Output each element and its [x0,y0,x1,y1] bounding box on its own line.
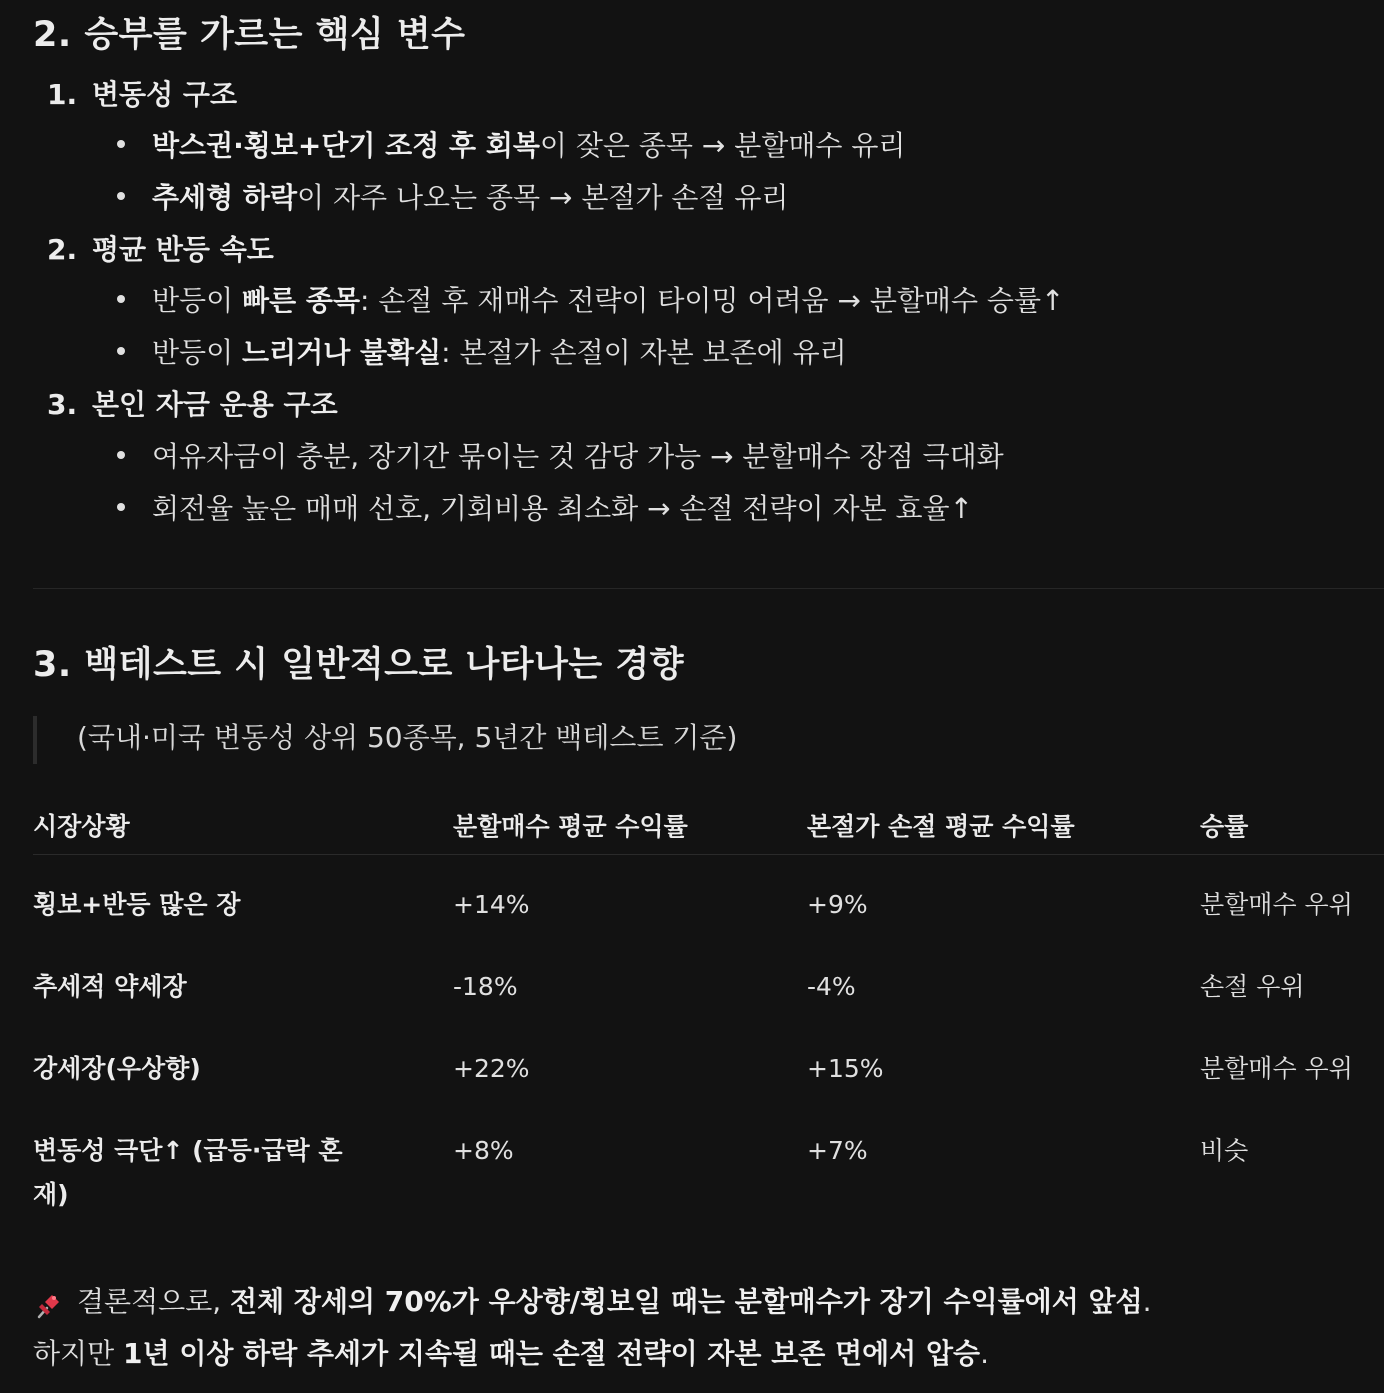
table-cell: 변동성 극단↑ (급등·급락 혼재) [33,1136,343,1209]
conclusion-text: . [1142,1285,1152,1318]
bullet-dot-icon [117,192,125,200]
table-cell: 강세장(우상향) [33,1054,201,1083]
table-cell: 횡보+반등 많은 장 [33,890,241,919]
conclusion-line-1 [33,1276,1152,1328]
bold-text: 1년 이상 하락 추세가 지속될 때는 손절 전략이 자본 보존 면에서 압승 [123,1337,981,1370]
list-item-rebound-speed [47,233,274,266]
table-row [33,937,1384,1019]
bullet-dot-icon [117,347,125,355]
bullet-item [117,284,1065,317]
bullet-text: 이 자주 나오는 종목 → 본절가 손절 유리 [297,181,789,214]
column-header-split-buy: 분할매수 평균 수익률 [453,796,807,855]
section-heading-backtest: 3. 백테스트 시 일반적으로 나타나는 경향 [33,645,685,685]
bullet-item [117,440,1004,473]
table-cell: 추세적 약세장 [33,972,187,1001]
bullet-text: 이 잦은 종목 → 분할매수 유리 [539,129,906,162]
table-row [33,1101,1384,1217]
table-cell: +15% [807,1054,884,1083]
bullet-item [117,492,974,525]
column-header-stop-loss: 본절가 손절 평균 수익률 [807,796,1200,855]
bullet-text: 반등이 [152,284,243,317]
bullet-text: 반등이 [152,336,243,369]
conclusion-line-2 [33,1328,1152,1380]
conclusion-paragraph [33,1276,1152,1380]
bold-text: 빠른 종목 [242,284,360,317]
list-number: 1. [47,78,78,111]
column-header-winrate: 승률 [1200,796,1384,855]
bullet-text: : 손절 후 재매수 전략이 타이밍 어려움 → 분할매수 승률↑ [360,284,1065,317]
bullet-item [117,181,789,214]
bullet-item [117,336,847,369]
backtest-table [33,796,1384,1217]
conclusion-text: 하지만 [33,1337,124,1370]
table-cell: +9% [807,890,868,919]
table-cell: +22% [453,1054,530,1083]
bullet-item [117,129,906,162]
conclusion-text: 결론적으로, [77,1285,231,1318]
bold-text: 느리거나 불확실 [242,336,442,369]
section-heading-variables: 2. 승부를 가르는 핵심 변수 [33,15,466,55]
table-cell: -18% [453,972,518,1001]
list-item-label: 평균 반등 속도 [92,233,274,266]
column-header-market: 시장상황 [33,796,453,855]
table-cell: 손절 우위 [1200,972,1305,1001]
bold-text: 박스권·횡보+단기 조정 후 회복 [152,129,540,162]
list-item-label: 본인 자금 운용 구조 [92,388,338,421]
bullet-dot-icon [117,140,125,148]
table-cell: 비슷 [1200,1136,1249,1165]
list-number: 2. [47,233,78,266]
bullet-text: : 본절가 손절이 자본 보존에 유리 [441,336,847,369]
section-divider [33,588,1384,589]
bullet-dot-icon [117,451,125,459]
table-cell: +8% [453,1136,514,1165]
bullet-text: 여유자금이 충분, 장기간 묶이는 것 감당 가능 → 분할매수 장점 극대화 [152,440,1004,473]
bullet-text: 회전율 높은 매매 선호, 기회비용 최소화 → 손절 전략이 자본 효율↑ [152,492,974,525]
bold-text: 추세형 하락 [152,181,297,214]
table-row [33,1019,1384,1101]
bullet-dot-icon [117,503,125,511]
list-item-volatility [47,78,237,111]
list-number: 3. [47,388,78,421]
table-cell: +7% [807,1136,868,1165]
table-header-row [33,796,1384,855]
conclusion-text: . [980,1337,989,1370]
bold-text: 전체 장세의 70%가 우상향/횡보일 때는 분할매수가 장기 수익률에서 앞섬 [230,1285,1143,1318]
bullet-dot-icon [117,295,125,303]
pushpin-icon [33,1286,63,1316]
table-cell: 분할매수 우위 [1200,1054,1353,1083]
list-item-capital-structure [47,388,338,421]
list-item-label: 변동성 구조 [92,78,237,111]
blockquote: (국내·미국 변동성 상위 50종목, 5년간 백테스트 기준) [33,716,737,764]
table-cell: 분할매수 우위 [1200,890,1353,919]
table-cell: +14% [453,890,530,919]
table-row [33,855,1384,938]
table-cell: -4% [807,972,856,1001]
